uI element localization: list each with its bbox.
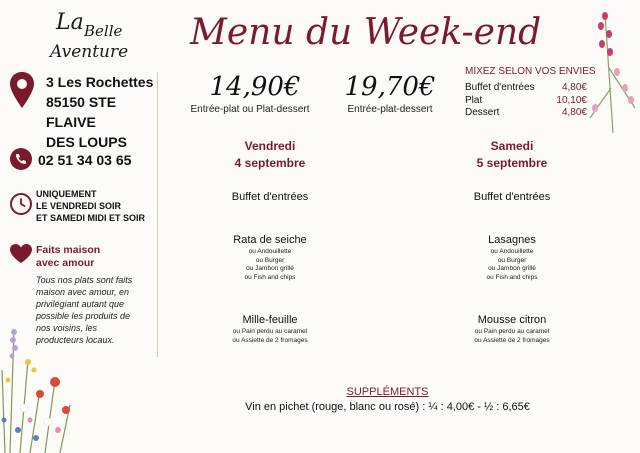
- phone-icon: [10, 148, 32, 170]
- clock-icon: [10, 193, 32, 215]
- column-divider: [157, 72, 158, 357]
- mix-item-price: 10,10€: [556, 95, 587, 106]
- alt-item: ou Assiette de 2 fromages: [474, 336, 550, 344]
- mix-item-label: Buffet d'entrées: [465, 82, 535, 93]
- alt-item: ou Andouillette: [248, 248, 292, 255]
- mix-item-price: 4,80€: [561, 82, 587, 93]
- alt-item: ou Fish and chips: [244, 273, 296, 281]
- address: [46, 72, 166, 152]
- day-header-friday: [190, 138, 350, 172]
- alt-item: ou Jambon grillé: [246, 265, 294, 272]
- logo-line-3: Aventure: [50, 42, 129, 62]
- plat-saturday: Lasagnes: [488, 234, 536, 246]
- offer-price-1: 14,90€: [209, 72, 301, 102]
- alt-item: ou Assiette de 2 fromages: [232, 336, 308, 344]
- alt-item: ou Andouillette: [490, 248, 534, 255]
- offer-price-2: 19,70€: [344, 72, 436, 102]
- heart-icon: [10, 244, 32, 264]
- alt-item: ou Burger: [255, 256, 285, 264]
- fait-maison-title: [36, 244, 126, 270]
- phone-number: 02 51 34 03 65: [38, 152, 132, 168]
- supplements-title: SUPPLÉMENTS: [346, 386, 429, 398]
- hours-line-2: LE VENDREDI SOIR: [36, 201, 122, 211]
- day-header-saturday: [432, 138, 592, 172]
- day-date: 5 septembre: [476, 156, 548, 170]
- hours-line-1: UNIQUEMENT: [36, 189, 97, 199]
- day-date: 4 septembre: [234, 156, 306, 170]
- dessert-saturday: Mousse citron: [477, 314, 547, 326]
- mix-item-label: Dessert: [465, 107, 500, 118]
- fait-maison-title-line-1: Faits maison: [36, 244, 101, 256]
- wildflowers-decoration: [0, 310, 80, 453]
- address-line-3: DES LOUPS: [46, 134, 127, 150]
- hours-line-3: ET SAMEDI MIDI ET SOIR: [36, 213, 146, 223]
- entree-saturday: Buffet d'entrées: [473, 191, 551, 203]
- alt-item: ou Burger: [497, 256, 527, 264]
- logo: [44, 8, 134, 66]
- map-pin-icon: [10, 72, 34, 108]
- dessert-alternatives-saturday: [427, 328, 597, 345]
- plat-alternatives-saturday: [427, 248, 597, 282]
- plat-alternatives-friday: [185, 248, 355, 282]
- alt-item: ou Pain perdu au caramel: [474, 328, 550, 335]
- fait-maison-title-line-2: avec amour: [36, 257, 95, 269]
- fait-maison-text: Tous nos plats sont faits maison avec amour, en privilégiant autant que possible les produits de nos voisins, les producteurs locaux.: [36, 275, 133, 345]
- mix-title: MIXEZ SELON VOS ENVIES: [465, 66, 596, 77]
- dessert-friday: Mille-feuille: [242, 314, 298, 326]
- alt-item: ou Pain perdu au caramel: [232, 328, 308, 335]
- mix-item-price: 4,80€: [561, 107, 587, 118]
- address-line-1: 3 Les Rochettes: [46, 74, 154, 90]
- mix-item-label: Plat: [465, 95, 483, 106]
- address-line-2: 85150 STE FLAIVE: [46, 94, 117, 130]
- dessert-alternatives-friday: [185, 328, 355, 345]
- supplements-text: Vin en pichet (rouge, blanc ou rosé) : ¼ : 4,00€ - ½ : 6,65€: [245, 401, 530, 413]
- alt-item: ou Fish and chips: [486, 273, 538, 281]
- page-title: Menu du Week-end: [190, 12, 542, 53]
- day-name: Vendredi: [244, 139, 296, 153]
- plat-friday: Rata de seiche: [233, 234, 307, 246]
- offer-desc-2: Entrée-plat-dessert: [347, 104, 433, 115]
- offer-desc-1: Entrée-plat ou Plat-dessert: [190, 104, 310, 115]
- logo-line-2: Belle: [84, 22, 123, 40]
- alt-item: ou Jambon grillé: [488, 265, 536, 272]
- opening-hours: [36, 188, 166, 224]
- entree-friday: Buffet d'entrées: [231, 191, 309, 203]
- logo-line-1: La: [56, 10, 84, 35]
- day-name: Samedi: [490, 139, 534, 153]
